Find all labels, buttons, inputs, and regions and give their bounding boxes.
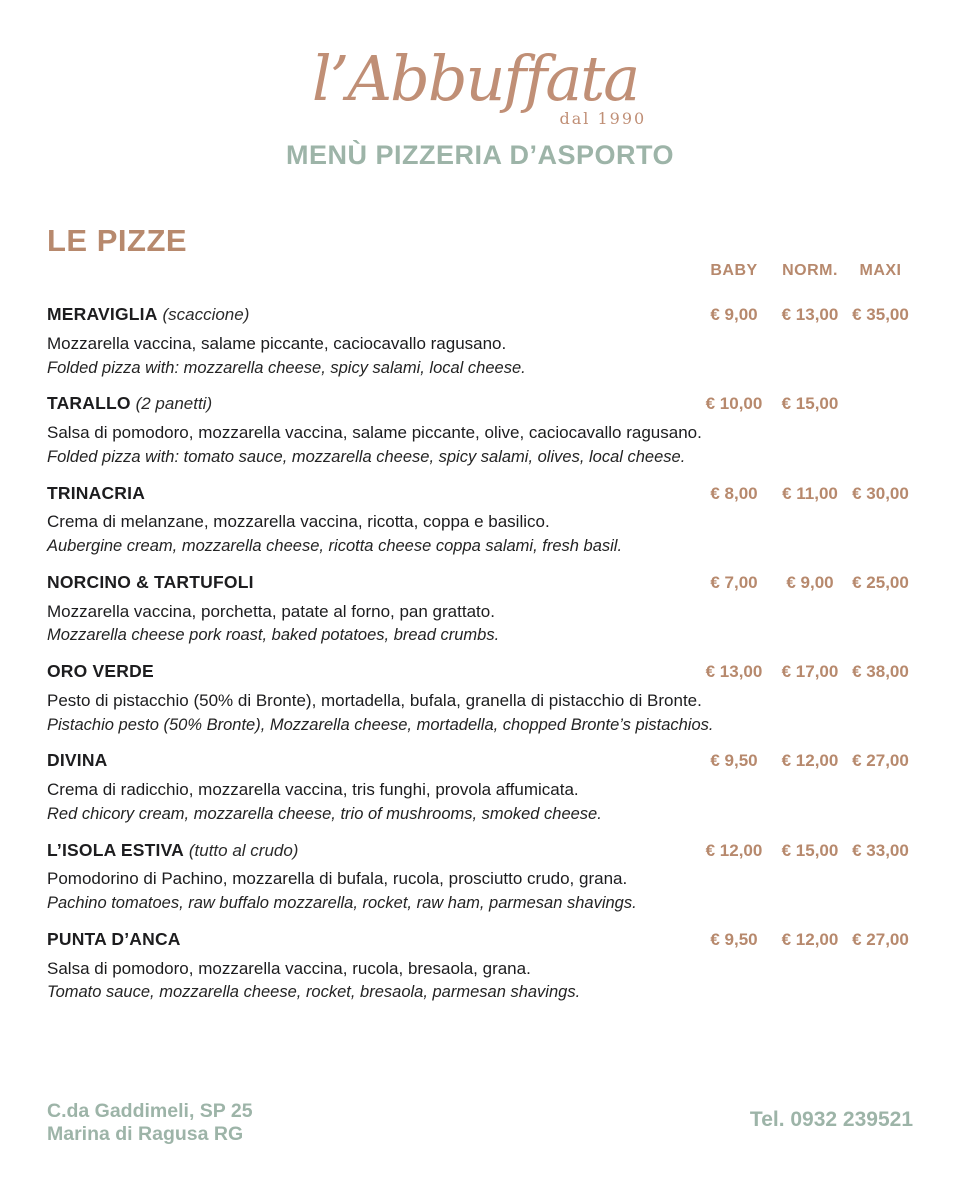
item-prices xyxy=(696,394,913,414)
item-name: MERAVIGLIA xyxy=(47,304,158,324)
price-baby: € 12,00 xyxy=(705,840,763,860)
price-maxi: € 38,00 xyxy=(852,662,909,681)
item-title xyxy=(47,483,145,505)
item-name: TRINACRIA xyxy=(47,482,146,503)
item-description-italian: Mozzarella vaccina, salame piccante, caciocavallo ragusano. xyxy=(47,333,507,353)
logo-tagline: dal 1990 xyxy=(559,109,647,128)
item-header-row xyxy=(47,840,913,862)
item-description-italian: Mozzarella vaccina, porchetta, patate al forno, pan grattato. xyxy=(47,601,495,621)
item-name: L’ISOLA ESTIVA xyxy=(47,839,184,860)
item-name: DIVINA xyxy=(47,750,108,771)
item-description-italian: Pomodorino di Pachino, mozzarella di bufala, rucola, prosciutto crudo, grana. xyxy=(47,869,628,889)
menu-subtitle: MENÙ PIZZERIA D’ASPORTO xyxy=(285,140,675,170)
address xyxy=(47,1100,253,1147)
item-header-row xyxy=(47,483,913,505)
price-norm: € 11,00 xyxy=(782,483,838,503)
item-note: (2 panetti) xyxy=(135,394,213,414)
item-prices xyxy=(696,662,913,682)
item-description-italian: Pesto di pistacchio (50% di Bronte), mortadella, bufala, granella di pistacchio di Bronte. xyxy=(47,690,702,710)
price-baby: € 9,50 xyxy=(710,929,758,949)
item-prices xyxy=(696,751,913,771)
price-baby: € 9,00 xyxy=(710,305,758,324)
item-header-row xyxy=(47,393,913,415)
price-baby: € 13,00 xyxy=(705,662,763,681)
address-line-1: C.da Gaddimeli, SP 25 xyxy=(47,1100,253,1122)
item-description-italian: Salsa di pomodoro, mozzarella vaccina, salame piccante, olive, caciocavallo ragusano. xyxy=(47,423,702,443)
item-description-italian: Crema di melanzane, mozzarella vaccina, ricotta, coppa e basilico. xyxy=(47,512,550,532)
item-note: (tutto al crudo) xyxy=(188,840,299,860)
phone-number: Tel. 0932 239521 xyxy=(749,1108,913,1131)
item-description-english: Tomato sauce, mozzarella cheese, rocket, bresaola, parmesan shavings. xyxy=(47,983,581,1002)
item-title xyxy=(47,304,249,326)
item-description-english: Red chicory cream, mozzarella cheese, trio of mushrooms, smoked cheese. xyxy=(47,804,602,823)
item-description-english: Aubergine cream, mozzarella cheese, ricotta cheese coppa salami, fresh basil. xyxy=(47,537,623,556)
menu-item xyxy=(47,929,913,1003)
item-description-english: Pachino tomatoes, raw buffalo mozzarella, rocket, raw ham, parmesan shavings. xyxy=(47,894,637,913)
item-prices xyxy=(696,484,913,504)
logo-text: l’Abbuffata xyxy=(311,42,639,115)
address-line-2: Marina di Ragusa RG xyxy=(47,1123,244,1146)
restaurant-logo xyxy=(311,42,648,128)
item-title xyxy=(47,572,254,594)
item-note: (scaccione) xyxy=(162,305,250,324)
item-header-row xyxy=(47,750,913,772)
footer xyxy=(47,1100,913,1147)
price-baby: € 10,00 xyxy=(705,394,763,414)
item-header-row xyxy=(47,572,913,594)
price-norm: € 13,00 xyxy=(781,305,839,324)
price-maxi: € 30,00 xyxy=(852,483,909,503)
menu-item xyxy=(47,304,913,378)
price-maxi: € 35,00 xyxy=(852,305,909,324)
column-header-norm: NORM. xyxy=(782,262,838,279)
section-title: LE PIZZE xyxy=(47,223,188,258)
price-norm: € 15,00 xyxy=(781,840,839,860)
price-baby: € 8,00 xyxy=(710,483,758,503)
item-header-row xyxy=(47,929,913,951)
item-prices xyxy=(696,930,913,950)
price-norm: € 9,00 xyxy=(786,572,834,592)
item-description-english: Folded pizza with: mozzarella cheese, spicy salami, local cheese. xyxy=(47,358,526,377)
price-maxi: € 25,00 xyxy=(852,572,909,592)
pizza-list xyxy=(47,304,913,1003)
item-name: PUNTA D’ANCA xyxy=(47,928,181,949)
item-description-english: Mozzarella cheese pork roast, baked potatoes, bread crumbs. xyxy=(47,626,500,645)
item-name: TARALLO xyxy=(47,393,131,414)
menu-item xyxy=(47,393,913,467)
item-name: ORO VERDE xyxy=(47,661,154,681)
price-baby: € 7,00 xyxy=(710,572,758,592)
column-header-baby: BABY xyxy=(710,262,758,279)
item-name: NORCINO & TARTUFOLI xyxy=(47,571,254,592)
price-maxi xyxy=(848,394,913,414)
price-norm: € 15,00 xyxy=(781,394,839,414)
price-norm: € 12,00 xyxy=(781,751,839,771)
menu-section xyxy=(47,225,913,1003)
item-title xyxy=(47,661,154,683)
price-maxi: € 27,00 xyxy=(852,929,909,949)
item-title xyxy=(47,393,212,415)
price-norm: € 12,00 xyxy=(781,929,839,949)
item-description-english: Folded pizza with: tomato sauce, mozzarella cheese, spicy salami, olives, local cheese. xyxy=(47,447,686,466)
item-description-italian: Crema di radicchio, mozzarella vaccina, tris funghi, provola affumicata. xyxy=(47,780,579,800)
item-prices xyxy=(696,573,913,593)
item-description-italian: Salsa di pomodoro, mozzarella vaccina, rucola, bresaola, grana. xyxy=(47,958,531,978)
item-title xyxy=(47,929,181,951)
size-column-headers xyxy=(696,262,913,280)
price-maxi: € 33,00 xyxy=(852,840,909,860)
menu-item xyxy=(47,483,913,557)
menu-item xyxy=(47,840,913,914)
item-description-english: Pistachio pesto (50% Bronte), Mozzarella cheese, mortadella, chopped Bronte’s pistachios. xyxy=(47,715,714,734)
menu-item xyxy=(47,750,913,824)
header xyxy=(47,0,913,171)
price-norm: € 17,00 xyxy=(781,662,839,681)
price-maxi: € 27,00 xyxy=(852,751,909,771)
item-header-row xyxy=(47,304,913,326)
item-header-row xyxy=(47,661,913,683)
price-baby: € 9,50 xyxy=(710,751,758,771)
menu-item xyxy=(47,572,913,646)
column-header-maxi: MAXI xyxy=(859,262,902,279)
item-prices xyxy=(696,305,913,325)
menu-item xyxy=(47,661,913,735)
item-title xyxy=(47,750,108,772)
item-title xyxy=(47,840,298,862)
item-prices xyxy=(696,841,913,861)
